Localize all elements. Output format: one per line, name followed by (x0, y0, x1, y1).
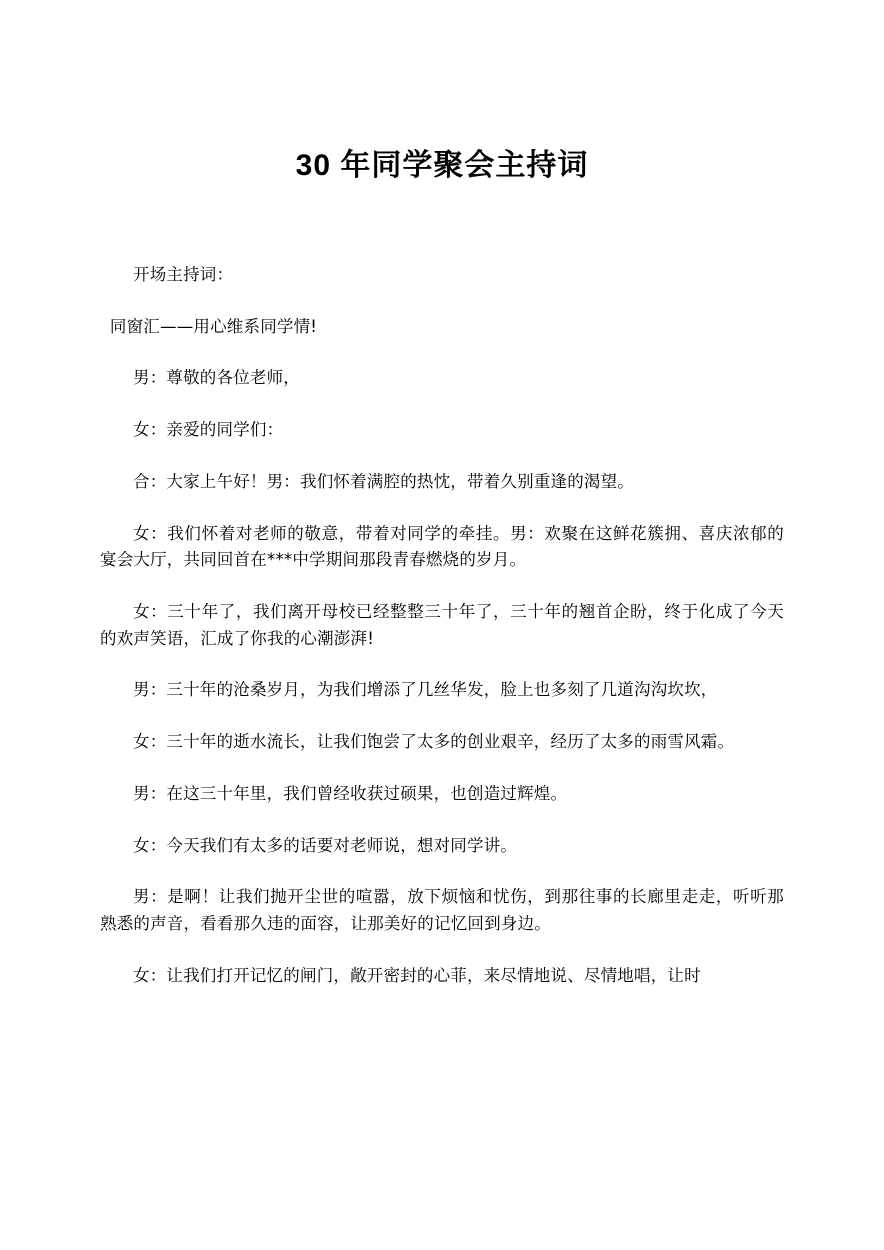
document-paragraph: 男：在这三十年里，我们曾经收获过硕果，也创造过辉煌。 (133, 783, 568, 803)
document-paragraph: 开场主持词： (133, 265, 234, 284)
document-paragraph: 女：让我们打开记忆的闸门，敞开密封的心菲，来尽情地说、尽情地唱，让时 (133, 965, 701, 985)
document-paragraph: 同窗汇——用心维系同学情! (109, 316, 318, 336)
document-paragraph: 女：三十年的逝水流长，让我们饱尝了太多的创业艰辛，经历了太多的雨雪风霜。 (133, 732, 735, 752)
document-paragraph: 女：我们怀着对老师的敬意，带着对同学的牵挂。男：欢聚在这鲜花簇拥、喜庆浓郁的宴会大厅，共同回首在***中学期间那段青春燃烧的岁月。 (100, 523, 784, 570)
document-body (100, 262, 784, 990)
page-title: 30 年同学聚会主持词 (295, 149, 589, 182)
document-paragraph: 女：三十年了，我们离开母校已经整整三十年了，三十年的翘首企盼，终于化成了今天的欢声笑语，汇成了你我的心潮澎湃! (100, 602, 784, 648)
document-paragraph: 男：是啊！让我们抛开尘世的喧嚣，放下烦恼和忧伤，到那往事的长廊里走走，听听那熟悉的声音，看看那久违的面容，让那美好的记忆回到身边。 (100, 887, 784, 934)
document-paragraph: 女：今天我们有太多的话要对老师说，想对同学讲。 (133, 835, 518, 855)
document-paragraph: 女：亲爱的同学们： (133, 420, 284, 440)
document-paragraph: 合：大家上午好！男：我们怀着满腔的热忱，带着久别重逢的渴望。 (133, 471, 634, 491)
document-paragraph: 男：尊敬的各位老师， (133, 368, 300, 388)
document-paragraph: 男：三十年的沧桑岁月，为我们增添了几丝华发，脸上也多刻了几道沟沟坎坎， (133, 680, 718, 700)
